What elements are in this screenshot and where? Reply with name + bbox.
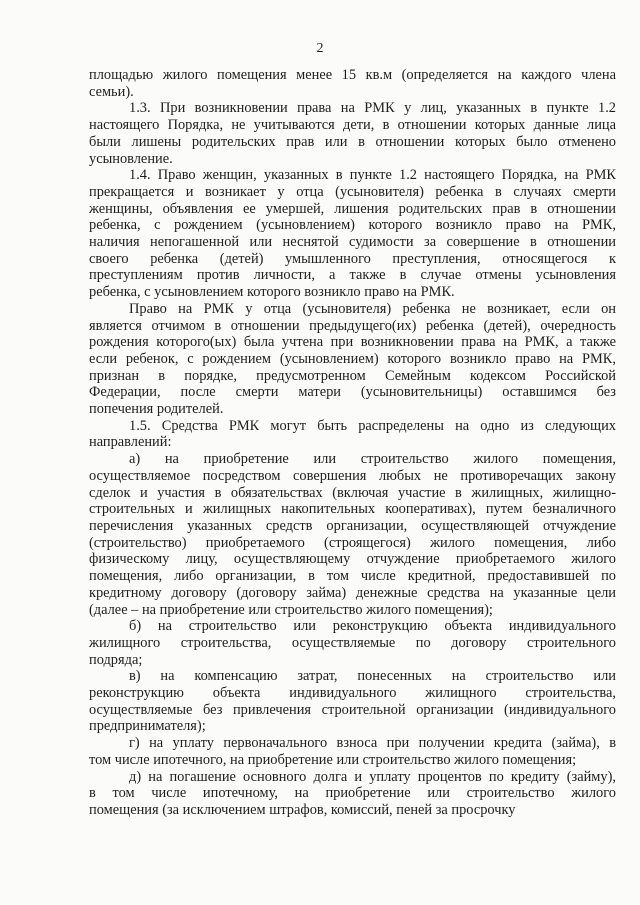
text-line: а) на приобретение или строительство жилого помещения, [129, 451, 616, 468]
text-line: 1.4. Право женщин, указанных в пункте 1.2 настоящего Порядка, на РМК [129, 167, 616, 184]
text-line: помещения, либо организации, в том числе кредитной, предоставившей по [89, 568, 616, 585]
paragraph [89, 167, 616, 301]
text-line: Федерации, после смерти матери (усыновительницы) оставшимся без [89, 384, 616, 401]
paragraph [89, 67, 616, 100]
text-line: 1.3. При возникновении права на РМК у лиц, указанных в пункте 1.2 [129, 100, 616, 117]
text-line: ребенка, с рождением (усыновлением) которого возникло право на РМК, [89, 217, 616, 234]
text-line: (строительство) приобретаемого (строящегося) жилого помещения, либо [89, 534, 616, 551]
page-number: 2 [316, 41, 324, 56]
text-line: настоящего Порядка, не учитываются дети, в отношении которых данные лица [89, 117, 616, 134]
text-line: (далее – на приобретение или строительство жилого помещения); [89, 601, 493, 618]
text-line: том числе ипотечного, на приобретение или строительство жилого помещения; [89, 751, 577, 768]
text-line: предпринимателя); [89, 718, 206, 735]
text-line: строительных и жилищных накопительных кооперативах), путем безналичного [89, 501, 616, 518]
text-line: женщины, объявления ее умершей, лишения родительских прав в отношении [89, 200, 616, 217]
text-line: направлений: [89, 434, 172, 451]
text-line: б) на строительство или реконструкцию объекта индивидуального [129, 618, 616, 635]
text-line: физическому лицу, осуществляющему отчуждение приобретаемого жилого [89, 551, 616, 568]
document-body [89, 67, 616, 819]
text-line: кредитному договору (договору займа) денежные средства на указанные цели [89, 584, 616, 601]
paragraph [89, 735, 616, 768]
text-line: усыновление. [89, 150, 173, 167]
paragraph [89, 618, 616, 668]
text-line: ребенка, с усыновлением которого возникло право на РМК. [89, 284, 455, 301]
text-line: является отчимом в отношении предыдущего(их) ребенка (детей), очередность [89, 317, 616, 334]
paragraph [89, 769, 616, 819]
text-line: если ребенок, с рождением (усыновлением) которого возникло право на РМК, [89, 350, 616, 367]
text-line: семьи). [89, 83, 134, 100]
text-line: признан в порядке, предусмотренном Семейным кодексом Российской [89, 367, 616, 384]
text-line: в том числе ипотечному, на приобретение или строительство жилого [89, 785, 616, 802]
text-line: наличия непогашенной или неснятой судимости за совершение в отношении [89, 234, 616, 251]
text-line: жилищного строительства, осуществляемые по договору строительного [89, 634, 616, 651]
text-line: г) на уплату первоначального взноса при получении кредита (займа), в [129, 735, 616, 752]
paragraph [89, 100, 616, 167]
text-line: прекращается и возникает у отца (усыновителя) ребенка в случаях смерти [89, 183, 616, 200]
text-line: д) на погашение основного долга и уплату процентов по кредиту (займу), [129, 768, 616, 785]
text-line: сделок и участия в обязательствах (включая участие в жилищных, жилищно- [89, 484, 616, 501]
text-line: попечения родителей. [89, 401, 224, 418]
text-line: рождения которого(ых) была учтена при возникновении права на РМК, а также [89, 334, 616, 351]
text-line: своего ребенка (детей) умышленного преступления, относящегося к [89, 250, 616, 267]
text-line: Право на РМК у отца (усыновителя) ребенка не возникает, если он [129, 300, 616, 317]
text-line: были лишены родительских прав или в отношении которых было отменено [89, 133, 616, 150]
text-line: подряда; [89, 651, 143, 668]
text-line: 1.5. Средства РМК могут быть распределены на одно из следующих [129, 417, 616, 434]
text-line: площадью жилого помещения менее 15 кв.м (определяется на каждого члена [89, 67, 616, 83]
text-line: преступлениям против личности, а также в случае отмены усыновления [89, 267, 616, 284]
text-line: перечисления указанных средств организации, осуществляющей отчуждение [89, 517, 616, 534]
text-line: реконструкцию объекта индивидуального жилищного строительства, [89, 685, 616, 702]
text-line: помещения (за исключением штрафов, комиссий, пеней за просрочку [89, 801, 516, 818]
text-line: осуществляемые без привлечения строительной организации (индивидуального [89, 701, 616, 718]
paragraph [89, 668, 616, 735]
paragraph [89, 418, 616, 451]
paragraph [89, 301, 616, 418]
text-line: в) на компенсацию затрат, понесенных на строительство или [129, 668, 616, 685]
paragraph [89, 451, 616, 618]
text-line: осуществляемое посредством совершения любых не противоречащих закону [89, 467, 616, 484]
